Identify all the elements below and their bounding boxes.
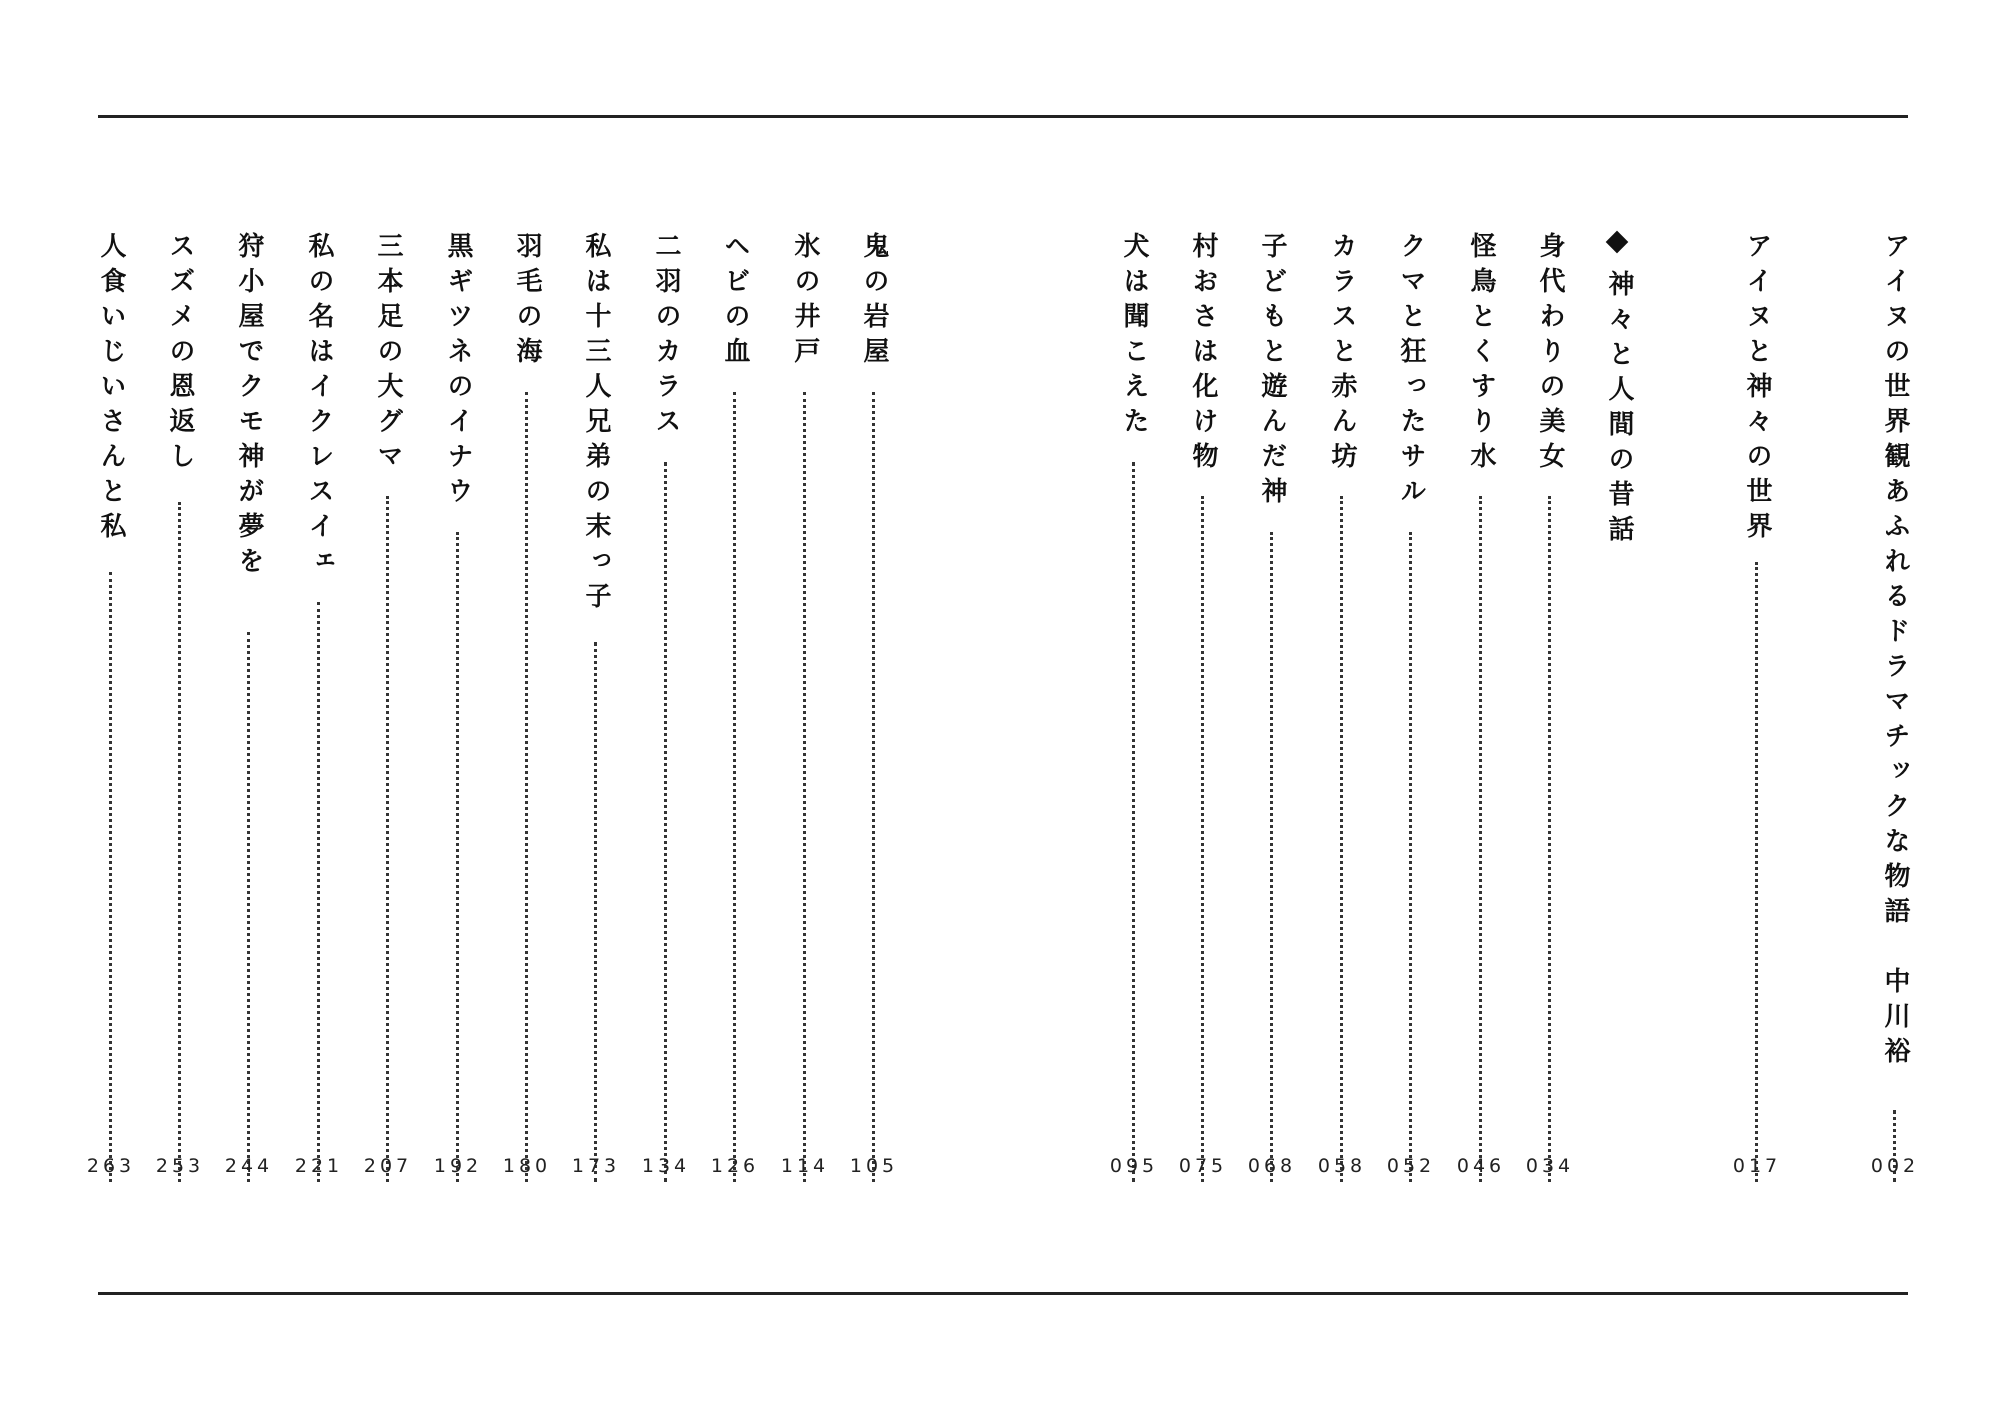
leader-dots [664,462,667,1182]
top-rule [98,115,1908,118]
leader-dots [317,602,320,1182]
toc-entry-title: 羽毛の海 [512,232,542,372]
toc-entry-title: アイヌの世界観あふれるドラマチックな物語 中川裕 [1880,232,1910,1072]
toc-page-number: 253 [155,1155,205,1177]
toc-entry-title: 私は十三人兄弟の末っ子 [581,232,611,617]
toc-entry-title: 私の名はイクレスイェ [304,232,334,582]
toc-entry[interactable] [440,232,476,1182]
toc-entry[interactable] [1116,232,1152,1182]
toc-page-number: 263 [86,1155,136,1177]
toc-page-number: 244 [224,1155,274,1177]
toc-entry[interactable] [1463,232,1499,1182]
toc-page-number: 126 [710,1155,760,1177]
toc-entry-title: 犬は聞こえた [1119,232,1149,442]
leader-dots [803,392,806,1182]
toc-page-number: 134 [641,1155,691,1177]
toc-entry-title: 三本足の大グマ [373,232,403,477]
leader-dots [594,642,597,1182]
toc-entry[interactable] [509,232,545,1182]
leader-dots [1479,496,1482,1182]
section-heading-text: 神々と人間の昔話 [1604,270,1634,550]
toc-entry[interactable] [717,232,753,1182]
leader-dots [178,502,181,1182]
toc-entry[interactable] [162,232,198,1182]
toc-entry[interactable] [370,232,406,1182]
toc-entry-title: 黒ギツネのイナウ [443,232,473,512]
toc-page-number: 105 [849,1155,899,1177]
toc-page-number: 058 [1317,1155,1367,1177]
toc-entry[interactable] [1254,232,1290,1182]
toc-page-number: 173 [571,1155,621,1177]
diamond-bullet-icon [1606,231,1629,254]
toc-entry-title: 怪鳥とくすり水 [1466,232,1496,477]
toc-page-number: 002 [1870,1155,1920,1177]
toc-entry[interactable] [1185,232,1221,1182]
toc-entry[interactable] [787,232,823,1182]
toc-entry[interactable] [1739,232,1775,1182]
leader-dots [1270,532,1273,1182]
toc-page-number: 221 [294,1155,344,1177]
toc-entry[interactable] [1877,232,1913,1182]
leader-dots [247,632,250,1182]
leader-dots [733,392,736,1182]
toc-entry-title: クマと狂ったサル [1396,232,1426,512]
toc-entry[interactable] [856,232,892,1182]
leader-dots [872,392,875,1182]
toc-entry[interactable] [648,232,684,1182]
toc-page-number: 180 [502,1155,552,1177]
bottom-rule [98,1292,1908,1295]
toc-entry[interactable] [1393,232,1429,1182]
leader-dots [109,572,112,1182]
leader-dots [525,392,528,1182]
toc-page-number: 192 [433,1155,483,1177]
toc-page-number: 068 [1247,1155,1297,1177]
toc-page-number: 017 [1732,1155,1782,1177]
toc-entry-title: スズメの恩返し [165,232,195,477]
leader-dots [1755,562,1758,1182]
toc-page-number: 207 [363,1155,413,1177]
toc-entry[interactable] [1324,232,1360,1182]
leader-dots [1201,496,1204,1182]
leader-dots [1548,496,1551,1182]
toc-page-number: 046 [1456,1155,1506,1177]
toc-entry-title: 身代わりの美女 [1535,232,1565,477]
toc-entry[interactable] [93,232,129,1182]
leader-dots [1340,496,1343,1182]
toc-entry-title: 狩小屋でクモ神が夢を [234,232,264,582]
toc-entry[interactable] [301,232,337,1182]
toc-entry-title: カラスと赤ん坊 [1327,232,1357,477]
toc-entry-title: 村おさは化け物 [1188,232,1218,477]
toc-entry[interactable] [578,232,614,1182]
toc-entry[interactable] [231,232,267,1182]
leader-dots [456,532,459,1182]
toc-page-number: 052 [1386,1155,1436,1177]
toc-entry-title: 氷の井戸 [790,232,820,372]
toc-entry-title: アイヌと神々の世界 [1742,232,1772,547]
section-heading [1601,232,1637,1182]
toc-page-number: 075 [1178,1155,1228,1177]
toc-page-number: 114 [780,1155,830,1177]
leader-dots [386,496,389,1182]
toc-entry-title: 子どもと遊んだ神 [1257,232,1287,512]
toc-entry-title: ヘビの血 [720,232,750,372]
toc-entry[interactable] [1532,232,1568,1182]
toc-entry-title: 二羽のカラス [651,232,681,442]
toc-page-number: 095 [1109,1155,1159,1177]
leader-dots [1132,462,1135,1182]
toc-entry-title: 鬼の岩屋 [859,232,889,372]
toc-page-number: 034 [1525,1155,1575,1177]
leader-dots [1409,532,1412,1182]
toc-entry-title: 人食いじいさんと私 [96,232,126,547]
